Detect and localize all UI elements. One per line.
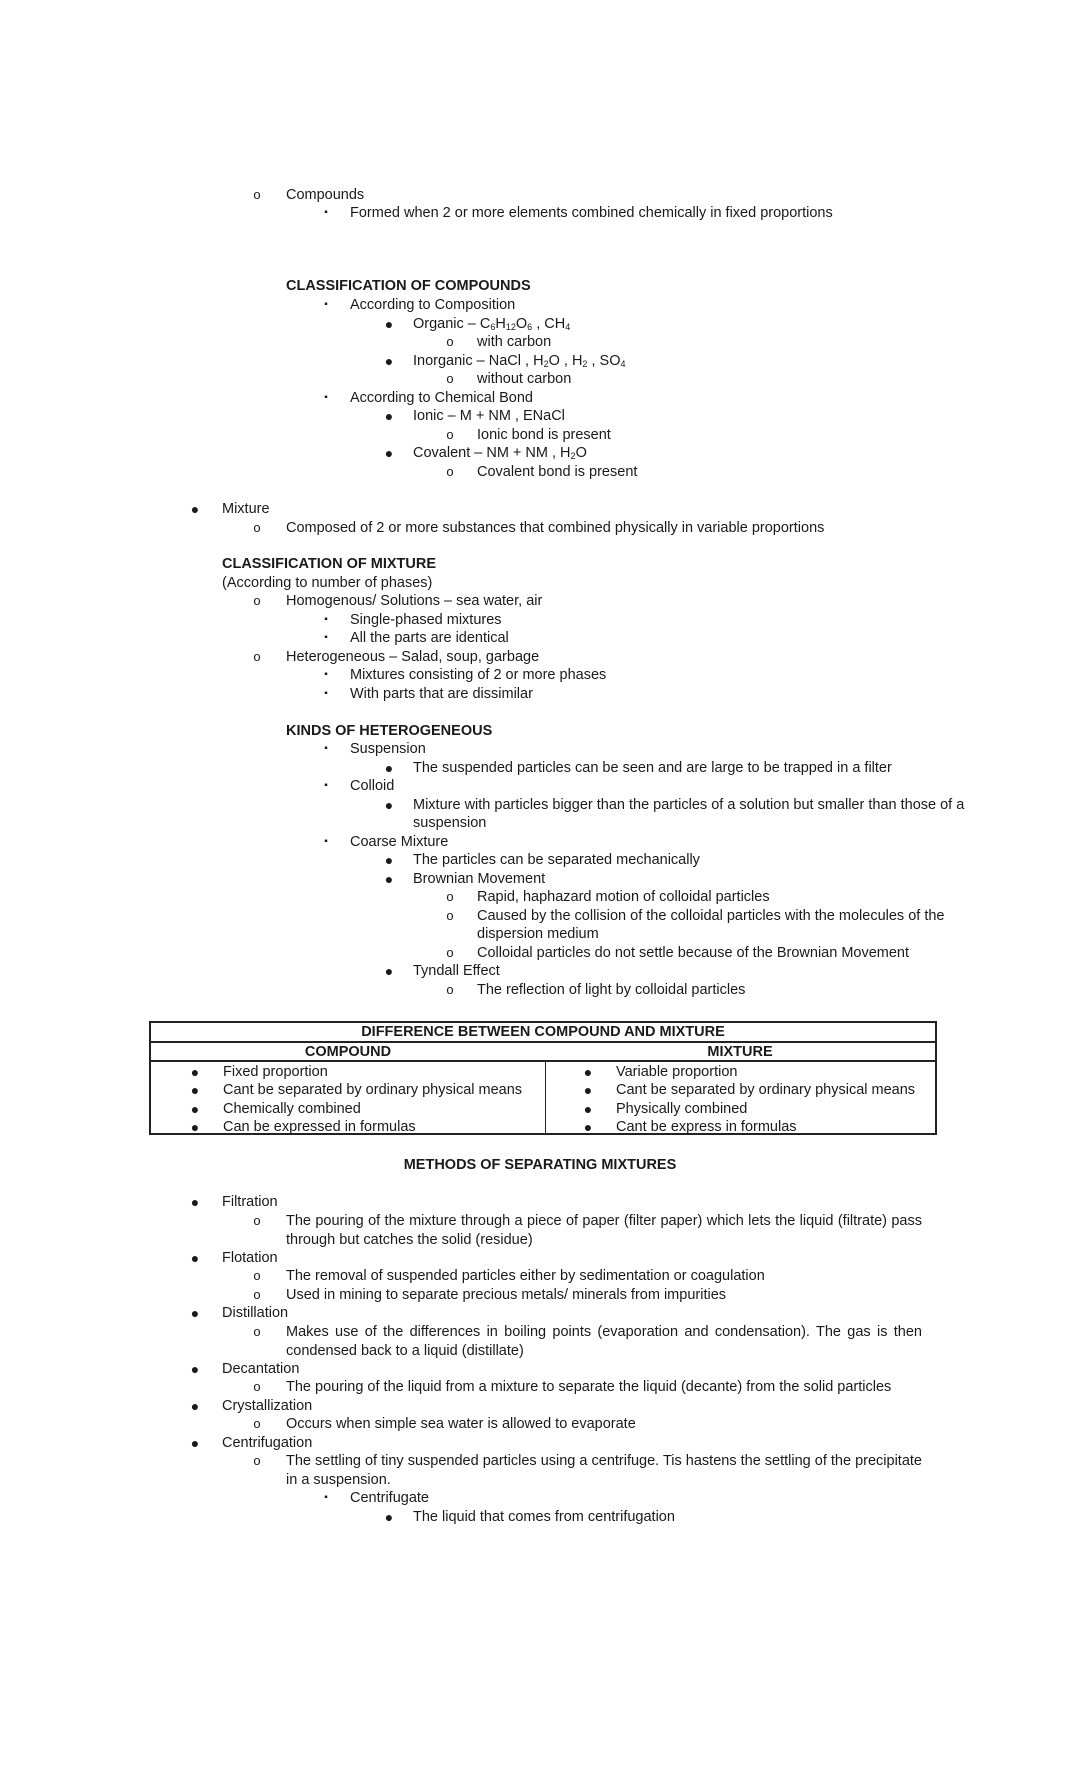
circle-bullet-icon: o [253,1416,261,1431]
coarse-point: The particles can be separated mechanically [413,852,700,868]
square-bullet-icon: ▪ [324,669,328,680]
square-bullet-icon: ▪ [324,299,328,310]
circle-bullet-icon: o [253,520,261,535]
circle-bullet-icon: o [446,427,454,442]
homogenous-point-1: Single-phased mixtures [350,612,502,628]
heterogeneous-point-2: With parts that are dissimilar [350,686,533,702]
dot-bullet-icon: ● [190,1119,200,1135]
centrifugation-point: The settling of tiny suspended particles using a centrifuge. Tis hastens the settling of the precipitate in a suspension. [286,1453,922,1488]
column-divider [545,1060,546,1133]
dot-bullet-icon: ● [384,760,394,776]
heterogeneous: Heterogeneous – Salad, soup, garbage [286,649,540,665]
square-bullet-icon: ▪ [324,688,328,699]
circle-bullet-icon: o [446,371,454,386]
compounds-heading: Compounds [286,187,365,203]
circle-bullet-icon: o [446,945,454,960]
compound-item: Can be expressed in formulas [223,1119,416,1135]
square-bullet-icon: ▪ [324,614,328,625]
table-title: DIFFERENCE BETWEEN COMPOUND AND MIXTURE [361,1024,725,1040]
mixture-item: Physically combined [616,1101,748,1117]
centrifugation: Centrifugation [222,1435,313,1451]
covalent-formula: Covalent – NM + NM , $H_2O$ [413,445,587,461]
classification-mixture-title: CLASSIFICATION OF MIXTURE [222,556,437,572]
mixture-item: Cant be express in formulas [616,1119,797,1135]
mixture-heading: Mixture [222,501,270,517]
circle-bullet-icon: o [253,649,261,664]
dot-bullet-icon: ● [190,1250,200,1266]
suspension: Suspension [350,741,426,757]
decantation: Decantation [222,1361,300,1377]
dot-bullet-icon: ● [583,1119,593,1135]
by-bond: According to Chemical Bond [350,390,533,406]
square-bullet-icon: ▪ [324,743,328,754]
square-bullet-icon: ▪ [324,392,328,403]
centrifugate: Centrifugate [350,1490,429,1506]
square-bullet-icon: ▪ [324,207,328,218]
coarse-mixture: Coarse Mixture [350,834,449,850]
flotation: Flotation [222,1250,278,1266]
circle-bullet-icon: o [253,1324,261,1339]
square-bullet-icon: ▪ [324,632,328,643]
tyndall-effect: Tyndall Effect [413,963,500,979]
dot-bullet-icon: ● [384,1509,394,1525]
dot-bullet-icon: ● [384,445,394,461]
brownian-point-2-line-2: dispersion medium [477,926,599,942]
organic-formula: Organic – $C_6H_{12}O_6$ , $CH_4$ [413,316,571,332]
table-divider [151,1060,935,1062]
homogenous-point-2: All the parts are identical [350,630,509,646]
flotation-point-1: The removal of suspended particles either by sedimentation or coagulation [286,1268,765,1284]
square-bullet-icon: ▪ [324,836,328,847]
inorganic-note: without carbon [477,371,572,387]
dot-bullet-icon: ● [384,353,394,369]
dot-bullet-icon: ● [190,1082,200,1098]
dot-bullet-icon: ● [583,1101,593,1117]
difference-table [149,1021,937,1135]
covalent-note: Covalent bond is present [477,464,638,480]
compounds-definition: Formed when 2 or more elements combined chemically in fixed proportions [350,205,833,221]
circle-bullet-icon: o [253,1453,261,1468]
dot-bullet-icon: ● [190,1101,200,1117]
dot-bullet-icon: ● [583,1064,593,1080]
filtration: Filtration [222,1194,278,1210]
kinds-title: KINDS OF HETEROGENEOUS [286,723,493,739]
homogenous: Homogenous/ Solutions – sea water, air [286,593,543,609]
brownian-point-3: Colloidal particles do not settle because of the Brownian Movement [477,945,910,961]
dot-bullet-icon: ● [190,1305,200,1321]
dot-bullet-icon: ● [190,1361,200,1377]
circle-bullet-icon: o [253,593,261,608]
dot-bullet-icon: ● [190,1064,200,1080]
brownian-point-1: Rapid, haphazard motion of colloidal particles [477,889,770,905]
dot-bullet-icon: ● [190,1194,200,1210]
classification-compounds-title: CLASSIFICATION OF COMPOUNDS [286,278,531,294]
ionic-note: Ionic bond is present [477,427,611,443]
dot-bullet-icon: ● [583,1082,593,1098]
compound-item: Cant be separated by ordinary physical means [223,1082,523,1098]
colloid: Colloid [350,778,395,794]
by-composition: According to Composition [350,297,516,313]
mixture-item: Variable proportion [616,1064,738,1080]
inorganic-formula: Inorganic – NaCl , $H_2O$ , $H_2$ , $SO_4$ [413,353,626,369]
dot-bullet-icon: ● [384,316,394,332]
tyndall-point: The reflection of light by colloidal particles [477,982,746,998]
brownian-movement: Brownian Movement [413,871,546,887]
mixture-definition: Composed of 2 or more substances that combined physically in variable proportions [286,520,825,536]
brownian-point-2-line-1: Caused by the collision of the colloidal particles with the molecules of the [477,908,945,924]
classification-mixture-subtitle: (According to number of phases) [222,575,433,591]
dot-bullet-icon: ● [384,963,394,979]
compound-item: Chemically combined [223,1101,361,1117]
circle-bullet-icon: o [446,982,454,997]
mixture-header: MIXTURE [707,1044,773,1060]
circle-bullet-icon: o [253,1379,261,1394]
suspension-point: The suspended particles can be seen and are large to be trapped in a filter [413,760,892,776]
ionic: Ionic – M + NM , ENaCl [413,408,565,424]
circle-bullet-icon: o [253,1287,261,1302]
compound-header: COMPOUND [304,1044,392,1060]
dot-bullet-icon: ● [190,501,200,517]
heterogeneous-point-1: Mixtures consisting of 2 or more phases [350,667,607,683]
methods-title: METHODS OF SEPARATING MIXTURES [403,1157,677,1173]
circle-bullet-icon: o [446,908,454,923]
compound-item: Fixed proportion [223,1064,328,1080]
circle-bullet-icon: o [253,1268,261,1283]
circle-bullet-icon: o [253,1213,261,1228]
dot-bullet-icon: ● [384,871,394,887]
colloid-point-line-1: Mixture with particles bigger than the particles of a solution but smaller than those of a [413,797,965,813]
dot-bullet-icon: ● [190,1435,200,1451]
distillation-point: Makes use of the differences in boiling points (evaporation and condensation). The gas is then condensed back to a liquid (distillate) [286,1324,922,1359]
dot-bullet-icon: ● [190,1398,200,1414]
square-bullet-icon: ▪ [324,780,328,791]
circle-bullet-icon: o [446,889,454,904]
distillation: Distillation [222,1305,289,1321]
filtration-point: The pouring of the mixture through a piece of paper (filter paper) which lets the liquid (filtrate) pass through but catches the solid (residue) [286,1213,922,1248]
circle-bullet-icon: o [253,187,261,202]
decantation-point: The pouring of the liquid from a mixture to separate the liquid (decante) from the solid particles [286,1379,892,1395]
dot-bullet-icon: ● [384,852,394,868]
circle-bullet-icon: o [446,334,454,349]
crystallization: Crystallization [222,1398,313,1414]
colloid-point-line-2: suspension [413,815,487,831]
dot-bullet-icon: ● [384,408,394,424]
mixture-item: Cant be separated by ordinary physical means [616,1082,916,1098]
flotation-point-2: Used in mining to separate precious metals/ minerals from impurities [286,1287,727,1303]
dot-bullet-icon: ● [384,797,394,813]
centrifugate-point: The liquid that comes from centrifugation [413,1509,675,1525]
square-bullet-icon: ▪ [324,1492,328,1503]
circle-bullet-icon: o [446,464,454,479]
organic-note: with carbon [477,334,552,350]
crystallization-point: Occurs when simple sea water is allowed to evaporate [286,1416,636,1432]
